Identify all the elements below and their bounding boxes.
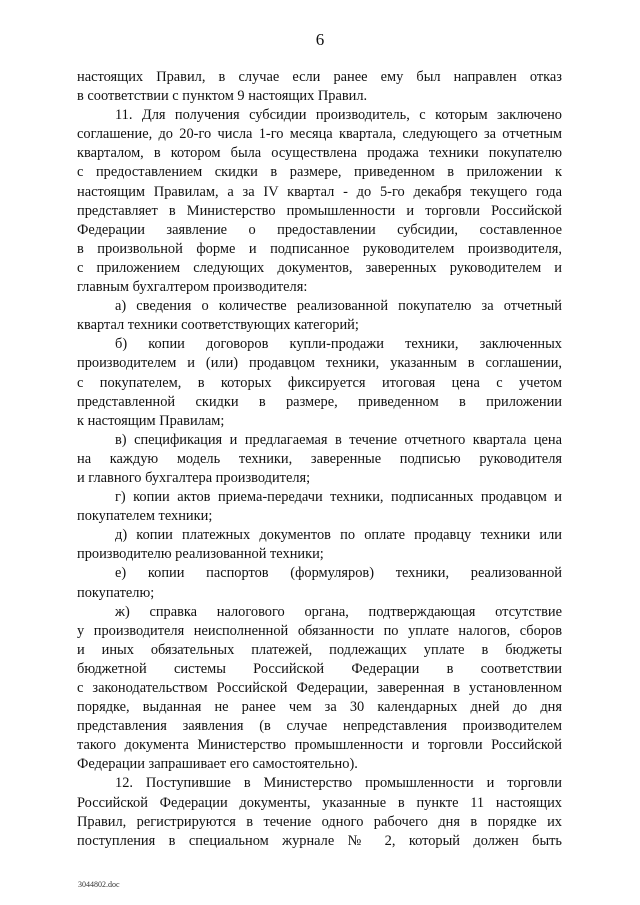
text-line: с законодательством Российской Федерации, заверенная в установленном [77,680,562,696]
text-line: в соответствии с пунктом 9 настоящих Правил. [77,88,368,105]
text-line: настоящим Правилам, а за IV квартал - до 5-го декабря текущего года [77,183,562,200]
text-line: д) копии платежных документов по оплате продавцу техники или [115,527,562,544]
text-line: е) копии паспортов (формуляров) техники, реализованной [115,565,562,582]
text-line: представляет в Министерство промышленности и торговли Российской [77,202,562,219]
page-number: 6 [315,30,325,49]
text-line: главным бухгалтером производителя: [77,279,308,296]
text-line: покупателем техники; [77,508,213,525]
text-line: Российской Федерации документы, указанные в пункте 11 настоящих [77,794,562,811]
text-line: к настоящим Правилам; [77,412,225,429]
text-line: порядке, выданная не ранее чем за 30 календарных дней до дня [77,699,562,716]
text-line: Правил, регистрируются в течение одного рабочего дня в порядке их [77,813,562,830]
text-line: и иных обязательных платежей, подлежащих уплате в бюджеты [77,641,562,658]
text-line: такого документа Министерство промышленности и торговли Российской [77,737,562,754]
text-line: в произвольной форме и подписанное руководителем производителя, [77,240,562,257]
text-line: соглашение, до 20-го числа 1-го месяца квартала, следующего за отчетным [77,126,562,143]
text-line: 11. Для получения субсидии производитель, с которым заключено [115,107,562,124]
text-line: представленной скидки в размере, приведенном в приложении [77,393,562,410]
text-line: покупателю; [77,584,155,601]
document-file-code: 3044802.doc [78,880,120,889]
document-body [77,68,562,851]
text-line: представления заявления (в случае непредставления производителем [77,718,562,735]
text-line: с приложением следующих документов, заверенных руководителем и [77,259,562,276]
text-line: б) копии договоров купли-продажи техники, заключенных [115,336,562,353]
text-line: у производителя неисполненной обязанности по уплате налогов, сборов [77,622,562,639]
text-line: с покупателем, в которых фиксируется итоговая цена с учетом [77,374,562,391]
text-line: Федерации запрашивает его самостоятельно). [77,756,358,773]
text-line: производителем и (или) продавцом техники, указанным в соглашении, [77,355,562,372]
text-line: квартал техники соответствующих категорий; [77,317,359,334]
text-line: 12. Поступившие в Министерство промышленности и торговли [115,775,562,792]
text-line: а) сведения о количестве реализованной покупателю за отчетный [115,298,562,315]
text-line: ж) справка налогового органа, подтверждающая отсутствие [115,603,562,620]
text-line: с предоставлением скидки в размере, приведенном в приложении к [77,164,562,181]
text-line: бюджетной системы Российской Федерации в соответствии [77,660,562,677]
text-line: г) копии актов приема-передачи техники, подписанных продавцом и [115,489,562,506]
text-line: кварталом, в котором была осуществлена продажа техники покупателю [77,145,562,162]
text-line: и главного бухгалтера производителя; [77,469,311,486]
text-line: производителю реализованной техники; [77,546,324,563]
text-line: настоящих Правил, в случае если ранее ему был направлен отказ [77,69,562,85]
text-line: на каждую модель техники, заверенные подписью руководителя [77,450,562,467]
text-line: в) спецификация и предлагаемая в течение отчетного квартала цена [115,431,562,448]
text-line: поступления в специальном журнале № 2, который должен быть [77,832,562,849]
text-line: Федерации заявление о предоставлении субсидии, составленное [77,221,562,238]
